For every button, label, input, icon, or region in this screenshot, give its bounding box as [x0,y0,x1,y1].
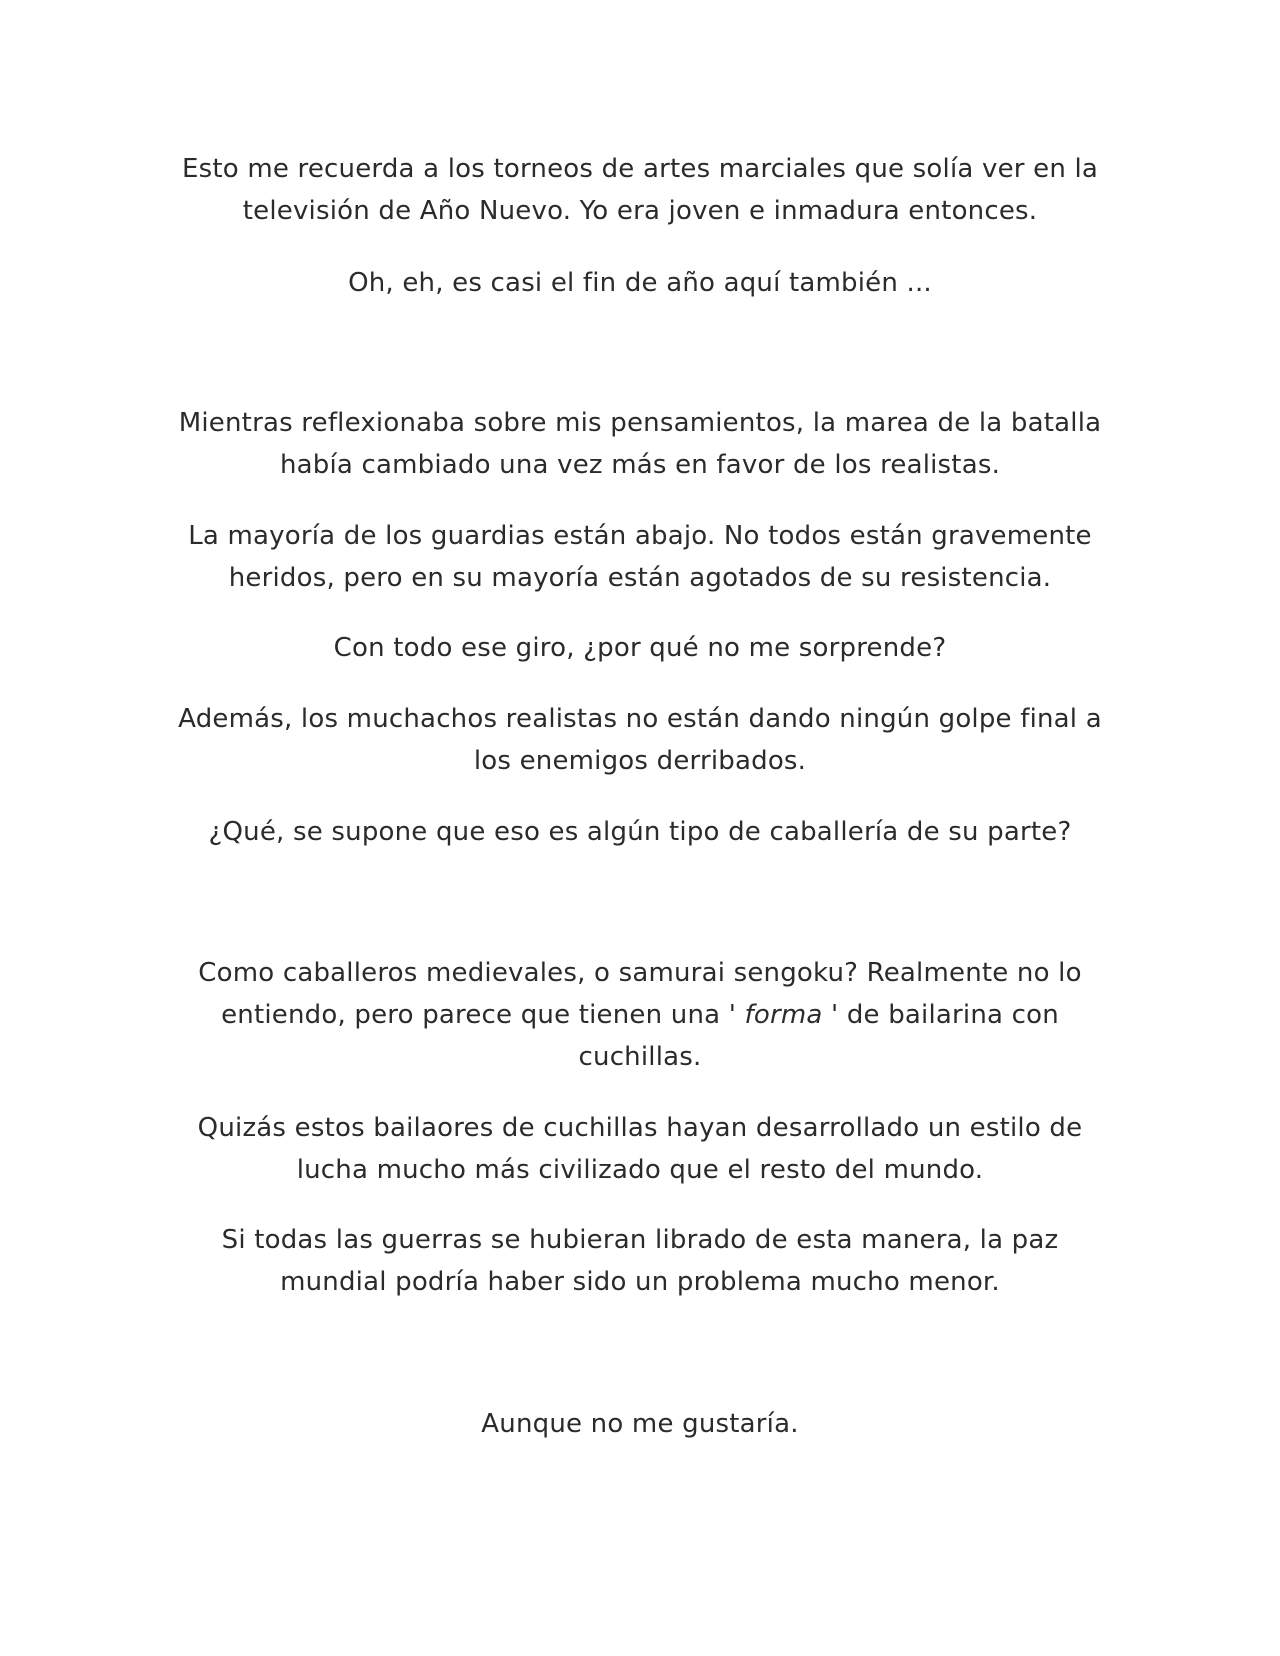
emphasized-word: forma [744,1000,823,1030]
paragraph-with-emphasis [170,952,1110,1078]
paragraph: Si todas las guerras se hubieran librado de esta manera, la paz mundial podría haber sido un problema mucho menor. [221,1225,1059,1297]
paragraph: Además, los muchachos realistas no están dando ningún golpe final a los enemigos derribados. [178,704,1102,776]
paragraph: Quizás estos bailaores de cuchillas hayan desarrollado un estilo de lucha mucho más civilizado que el resto del mundo. [197,1113,1083,1185]
paragraph: La mayoría de los guardias están abajo. No todos están gravemente heridos, pero en su mayoría están agotados de su resistencia. [188,521,1092,593]
paragraph: Mientras reflexionaba sobre mis pensamientos, la marea de la batalla había cambiado una vez más en favor de los realistas. [178,408,1102,480]
paragraph: Aunque no me gustaría. [481,1409,799,1439]
paragraph-text-before: Como caballeros medievales, o samurai sengoku? Realmente no lo entiendo, pero parece que tienen una ' [198,958,1082,1030]
paragraph: Oh, eh, es casi el fin de año aquí también ... [348,268,932,298]
paragraph-text-after: ' de bailarina con cuchillas. [578,1000,1059,1072]
paragraph: Con todo ese giro, ¿por qué no me sorprende? [333,633,947,663]
paragraph: Esto me recuerda a los torneos de artes marciales que solía ver en la televisión de Año Nuevo. Yo era joven e inmadura entonces. [181,154,1099,226]
paragraph: ¿Qué, se supone que eso es algún tipo de caballería de su parte? [208,817,1072,847]
